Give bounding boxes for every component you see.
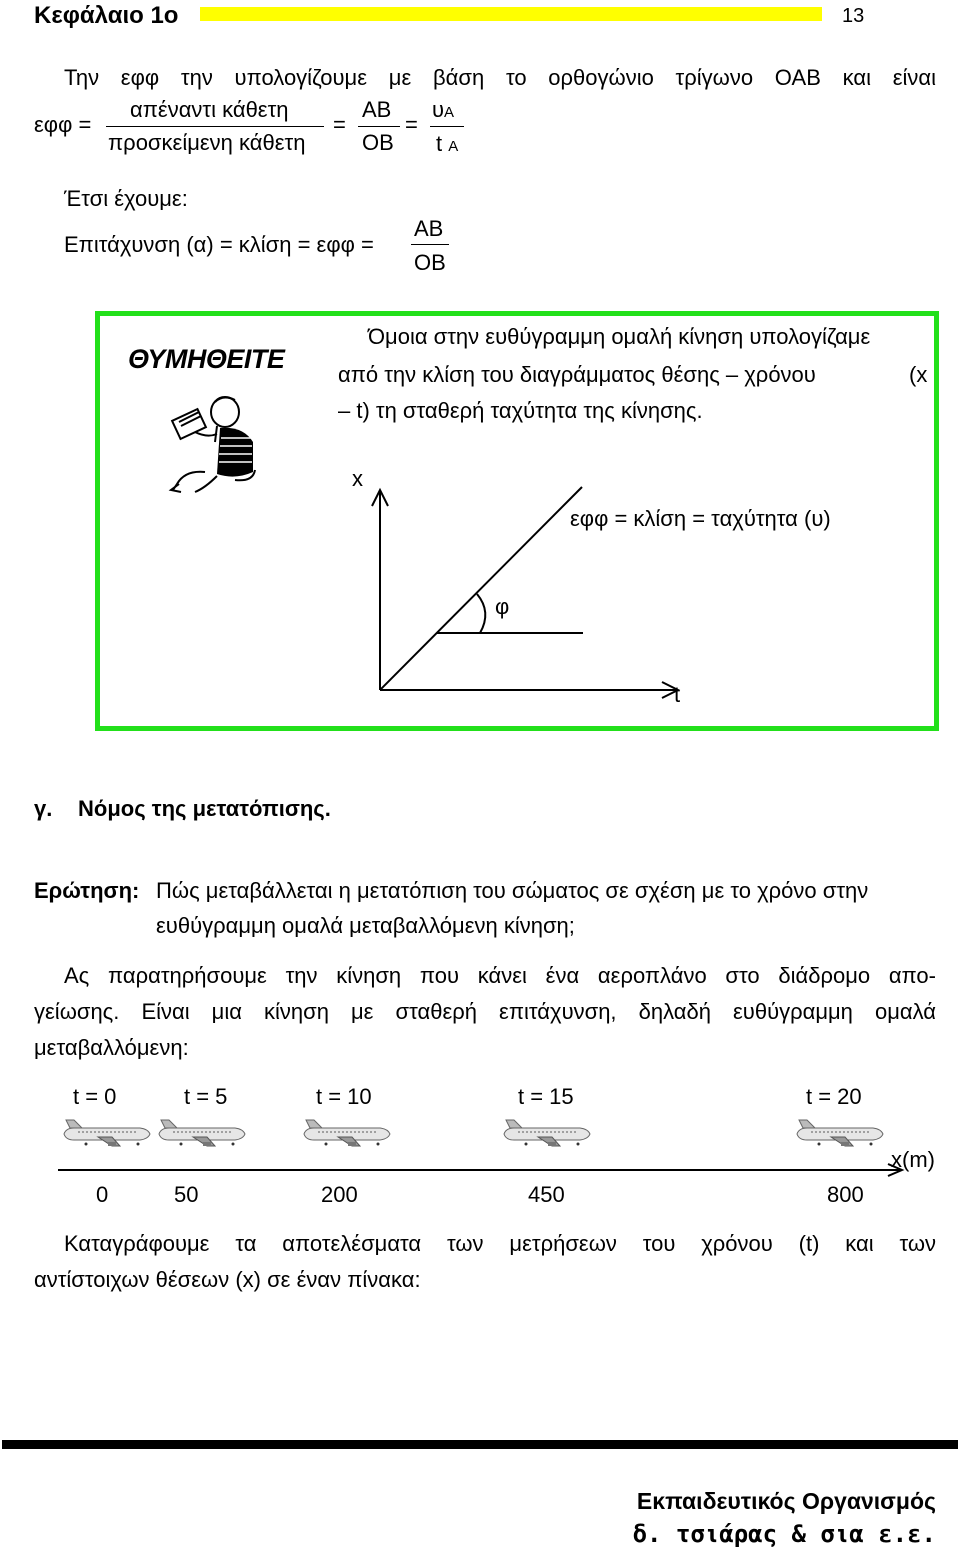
paragraph-1-line-3: μεταβαλλόμενη: [34, 1035, 189, 1060]
reminder-heading: ΘΥΜΗΘΕΙΤΕ [128, 344, 285, 374]
formula-num-opposite: απέναντι κάθετη [130, 97, 289, 122]
section-title: Νόμος της μετατόπισης. [78, 796, 331, 821]
reading-child-illustration [165, 392, 260, 500]
formula-lhs: εφφ = [34, 112, 92, 137]
position-label-3: 450 [528, 1182, 565, 1207]
position-label-0: 0 [96, 1182, 109, 1207]
graph-slope-text: εφφ = κλίση = ταχύτητα (υ) [570, 506, 831, 531]
airplane-3 [504, 1120, 590, 1146]
question-text-2: ευθύγραμμη ομαλά μεταβαλλόμενη κίνηση; [156, 913, 575, 938]
formula-equals-1: = [333, 112, 346, 137]
time-label-2: t = 10 [316, 1084, 372, 1109]
fraction-line-2 [358, 126, 400, 127]
fraction-line-1 [106, 126, 324, 127]
position-label-4: 800 [827, 1182, 864, 1207]
paragraph-1-line-2: γείωσης. Είναι μια κίνηση με σταθερή επιτάχυνση, δηλαδή ευθύγραμμη ομαλά [34, 999, 936, 1024]
intro-line: Την εφφ την υπολογίζουμε με βάση το ορθογώνιο τρίγωνο ΟΑΒ και είναι [64, 65, 936, 90]
footer-bar [2, 1440, 958, 1449]
runway-axis-label: x(m) [891, 1147, 935, 1172]
airplane-4 [797, 1120, 883, 1146]
fraction-line-4 [411, 244, 449, 245]
paragraph-2-line-1: Καταγράφουμε τα αποτελέσματα των μετρήσεων του χρόνου (t) και των [64, 1231, 936, 1256]
formula-num-velocity: υΑ [432, 97, 455, 122]
reminder-line-2-end: (x [909, 362, 928, 387]
formula-den-time: t Α [436, 131, 459, 156]
formula-den-ob: ΟΒ [362, 130, 394, 155]
so-we-have: Έτσι έχουμε: [64, 186, 188, 211]
position-label-2: 200 [321, 1182, 358, 1207]
acceleration-den: ΟΒ [414, 250, 446, 275]
footer-company: δ. τσιάρας & σια ε.ε. [632, 1520, 936, 1548]
time-label-3: t = 15 [518, 1084, 574, 1109]
reminder-line-2: από την κλίση του διαγράμματος θέσης – χρόνου [338, 362, 816, 387]
paragraph-2-line-2: αντίστοιχων θέσεων (x) σε έναν πίνακα: [34, 1267, 421, 1292]
question-text-1: Πώς μεταβάλλεται η μετατόπιση του σώματος σε σχέση με το χρόνο στην [156, 878, 869, 903]
graph-y-label: x [352, 466, 363, 491]
formula-den-adjacent: προσκείμενη κάθετη [108, 130, 306, 155]
section-letter: γ. [34, 796, 53, 821]
time-label-4: t = 20 [806, 1084, 862, 1109]
acceleration-num: ΑΒ [414, 216, 444, 241]
runway-diagram [0, 1116, 960, 1180]
airplane-0 [64, 1120, 150, 1146]
angle-arc [477, 594, 485, 633]
fraction-line-3 [430, 126, 464, 127]
graph-angle-label: φ [495, 594, 510, 619]
chapter-title: Κεφάλαιο 1ο [34, 2, 179, 29]
time-label-1: t = 5 [184, 1084, 228, 1109]
paragraph-1-line-1: Ας παρατηρήσουμε την κίνηση που κάνει ένα αεροπλάνο στο διάδρομο απο- [64, 963, 936, 988]
reminder-line-1: Όμοια στην ευθύγραμμη ομαλή κίνηση υπολογίζαμε [368, 324, 871, 349]
airplane-2 [304, 1120, 390, 1146]
acceleration-formula: Επιτάχυνση (α) = κλίση = εφφ = [64, 232, 374, 257]
position-label-1: 50 [174, 1182, 199, 1207]
footer-organization: Εκπαιδευτικός Οργανισμός [636, 1488, 936, 1514]
reminder-line-3: – t) τη σταθερή ταχύτητα της κίνησης. [338, 398, 703, 423]
page-number: 13 [842, 5, 865, 27]
header-highlight-bar [200, 7, 822, 21]
airplane-1 [159, 1120, 245, 1146]
question-label: Ερώτηση: [34, 878, 140, 903]
time-label-0: t = 0 [73, 1084, 117, 1109]
position-line [380, 487, 582, 690]
formula-num-ab: ΑΒ [362, 97, 392, 122]
graph-x-label: t [674, 682, 681, 707]
formula-equals-2: = [405, 112, 418, 137]
